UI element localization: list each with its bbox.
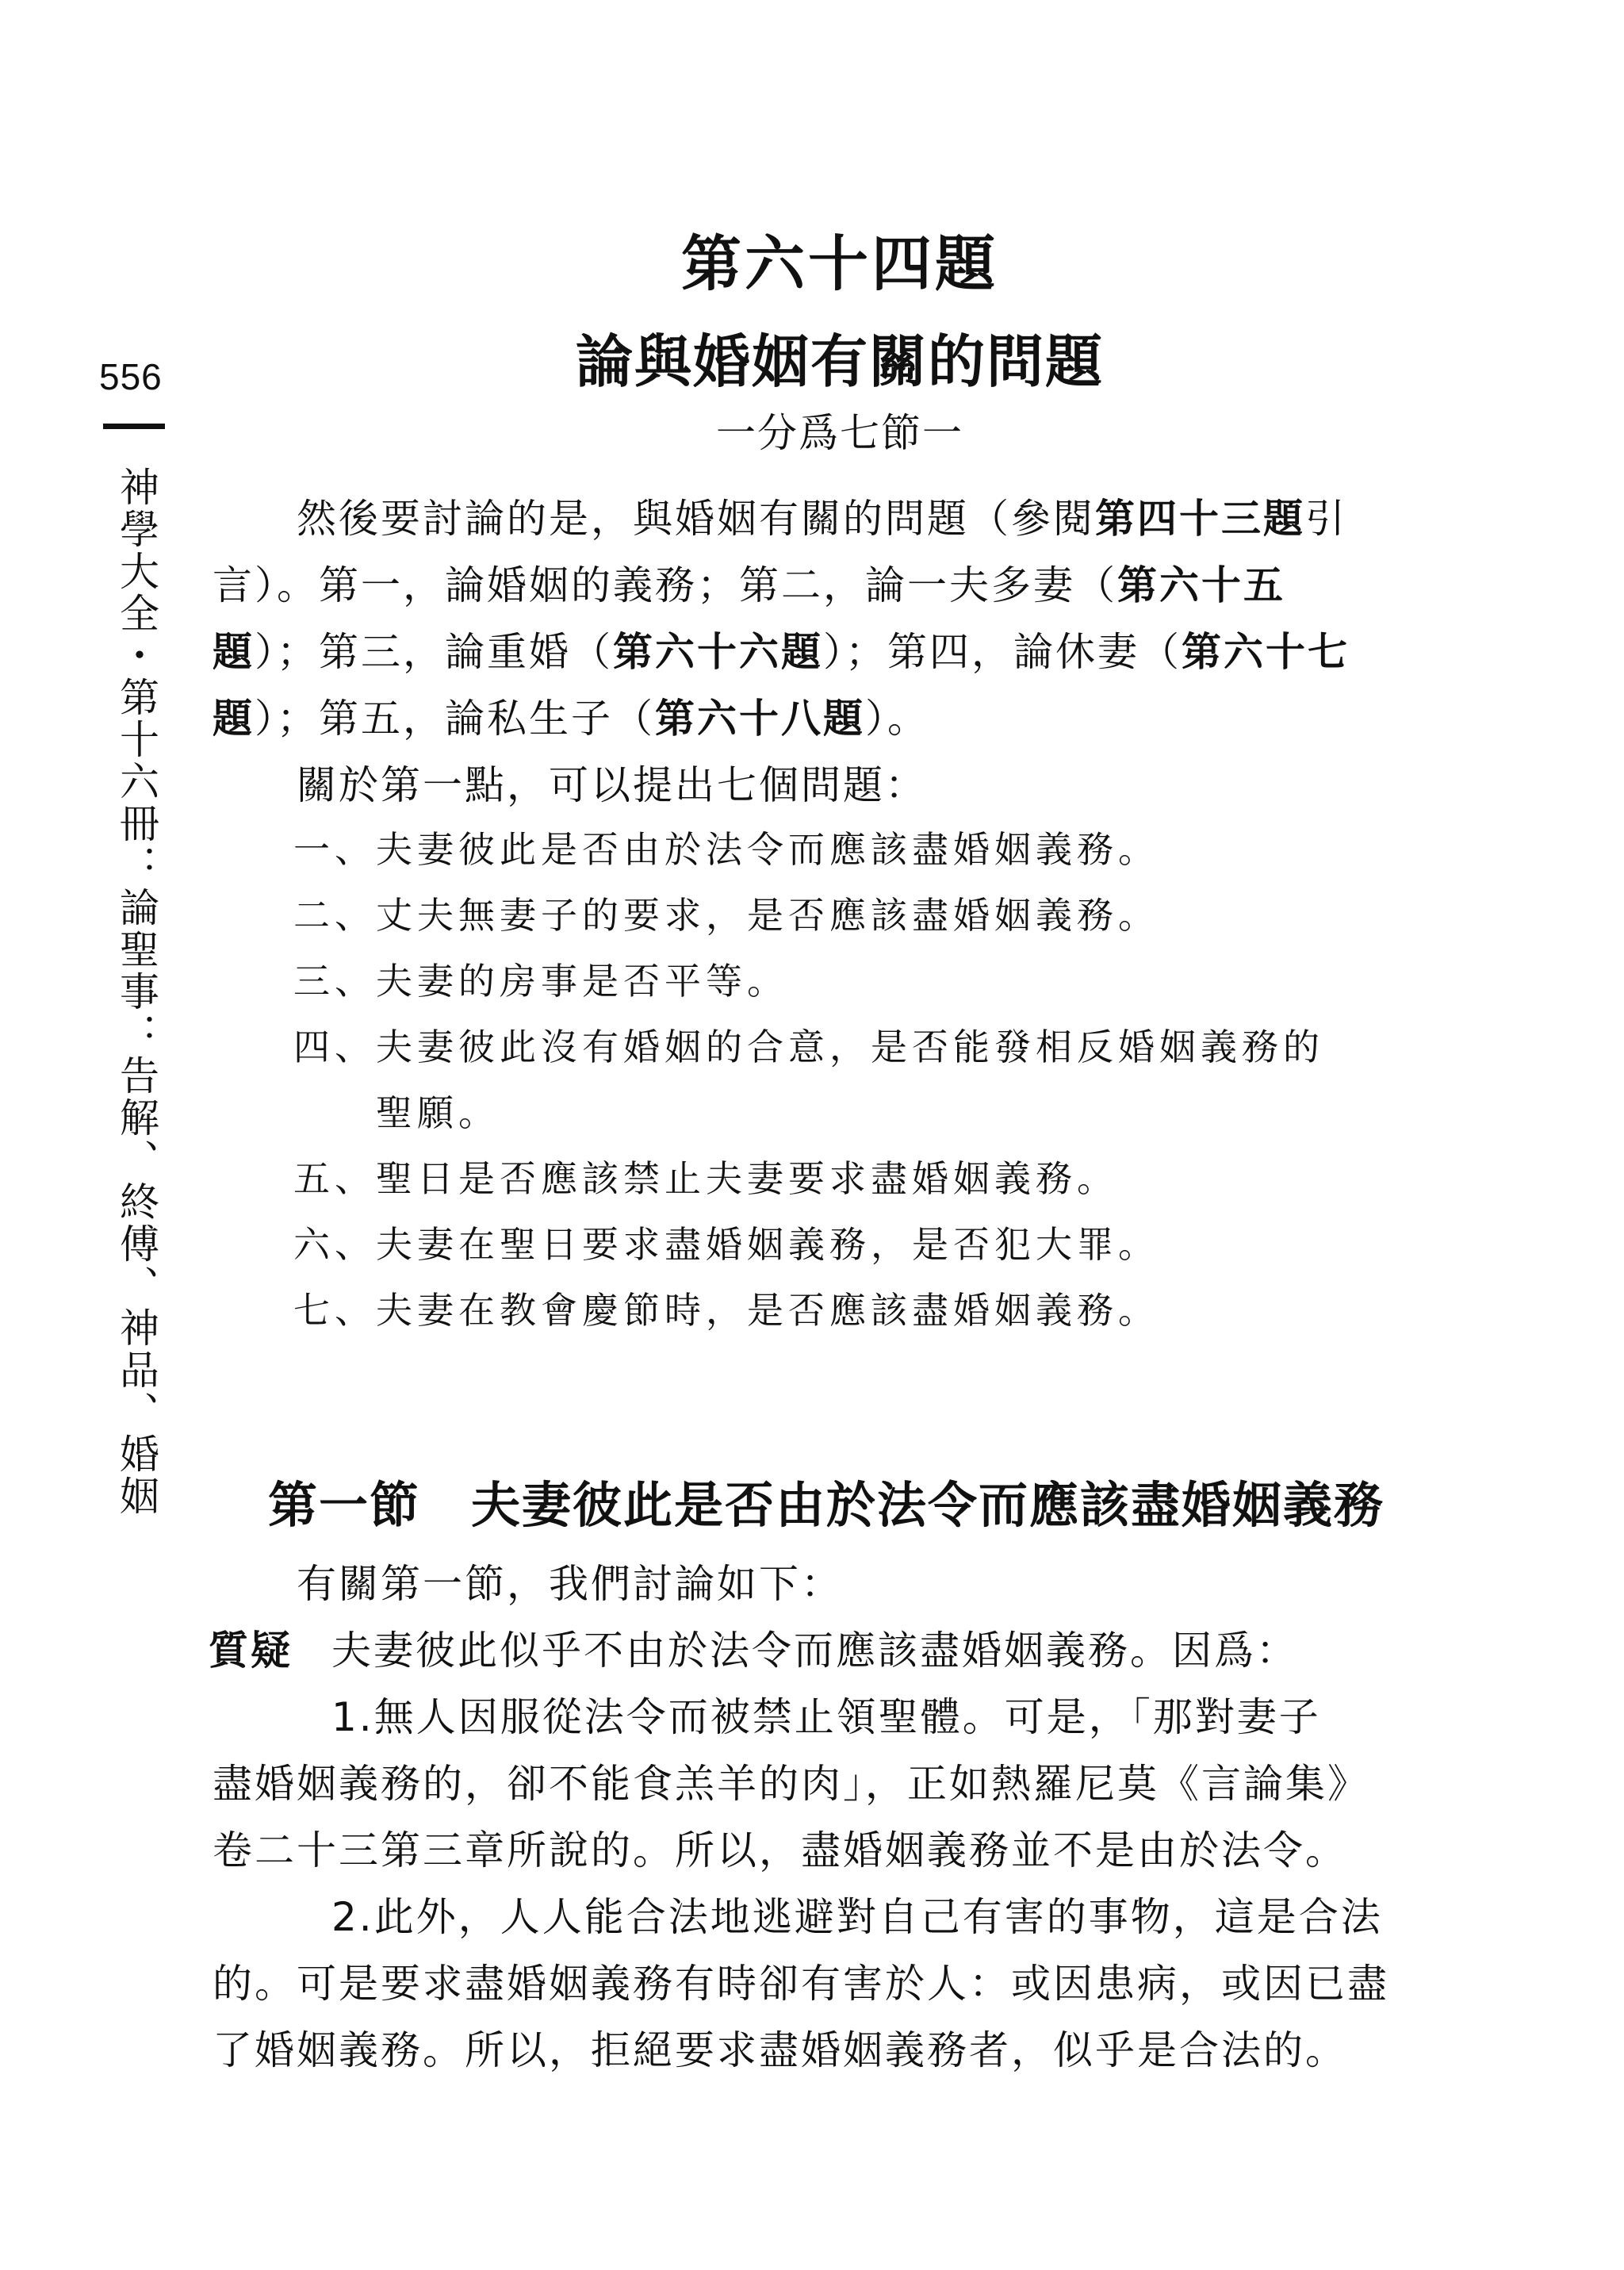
intro-line: 題）；第三，論重婚（第六十六題）；第四，論休妻（第六十七 — [213, 629, 1350, 675]
list-item: 七、夫妻在教會慶節時，是否應該盡婚姻義務。 — [293, 1289, 1159, 1332]
paragraph-line: 卷二十三第三章所說的。所以，盡婚姻義務並不是由於法令。 — [213, 1827, 1347, 1873]
cross-reference: 題 — [213, 696, 255, 742]
intro-line: 然後要討論的是，與婚姻有關的問題（參閱第四十三題引 — [297, 496, 1347, 542]
list-item: 二、丈夫無妻子的要求，是否應該盡婚姻義務。 — [293, 894, 1159, 937]
intro-line: 題）；第五，論私生子（第六十八題）。 — [213, 696, 929, 742]
main-title: 論與婚姻有關的問題 — [575, 328, 1104, 395]
intro-paragraph — [213, 485, 1350, 819]
cross-reference: 第六十六題 — [613, 629, 823, 675]
paragraph-line: 的。可是要求盡婚姻義務有時卻有害於人：或因患病，或因已盡 — [213, 1961, 1389, 2007]
objection-text: 夫妻彼此似乎不由於法令而應該盡婚姻義務。因爲： — [331, 1628, 1298, 1674]
question-list — [293, 817, 1340, 1344]
paragraph-line: 盡婚姻義務的，卻不能食羔羊的肉」，正如熱羅尼莫《言論集》 — [213, 1761, 1369, 1807]
section-title — [268, 1466, 1385, 1536]
intro-line: 關於第一點，可以提出七個問題： — [297, 762, 927, 808]
list-item: 六、夫妻在聖日要求盡婚姻義務，是否犯大罪。 — [293, 1223, 1159, 1266]
chapter-title: 第六十四題 — [681, 228, 998, 299]
cross-reference: 第六十八題 — [655, 696, 865, 742]
section-lead: 有關第一節，我們討論如下： — [297, 1561, 843, 1607]
cross-reference: 第六十七 — [1182, 629, 1350, 675]
list-item: 三、夫妻的房事是否平等。 — [293, 960, 788, 1003]
paragraph-line: 1.無人因服從法令而被禁止領聖體。可是，「那對妻子 — [331, 1694, 1321, 1740]
intro-line: 言）。第一，論婚姻的義務；第二，論一夫多妻（第六十五 — [213, 562, 1285, 608]
objection-label: 質疑 — [209, 1628, 293, 1674]
list-item: 一、夫妻彼此是否由於法令而應該盡婚姻義務。 — [293, 828, 1159, 871]
objection-line — [209, 1617, 1339, 1684]
section-label: 第一節 — [268, 1476, 421, 1534]
cross-reference: 第四十三題 — [1095, 496, 1305, 542]
cross-reference: 題 — [213, 629, 255, 675]
paragraph-line: 了婚姻義務。所以，拒絕要求盡婚姻義務者，似乎是合法的。 — [213, 2027, 1347, 2073]
list-item: 聖願。 — [376, 1091, 500, 1134]
cross-reference: 第六十五 — [1117, 562, 1285, 608]
paragraph-line: 2.此外，人人能合法地逃避對自己有害的事物，這是合法 — [331, 1894, 1383, 1940]
running-head: 神學大全・第十六冊：論聖事：告解、終傅、神品、婚姻 — [113, 466, 159, 1517]
section-body — [209, 1551, 1389, 2084]
section-heading: 夫妻彼此是否由於法令而應該盡婚姻義務 — [471, 1476, 1385, 1534]
list-item: 五、聖日是否應該禁止夫妻要求盡婚姻義務。 — [293, 1157, 1118, 1200]
page-number: 556 — [99, 356, 163, 397]
subtitle: 一分爲七節一 — [716, 410, 963, 456]
list-item: 四、夫妻彼此沒有婚姻的合意，是否能發相反婚姻義務的 — [293, 1026, 1324, 1068]
